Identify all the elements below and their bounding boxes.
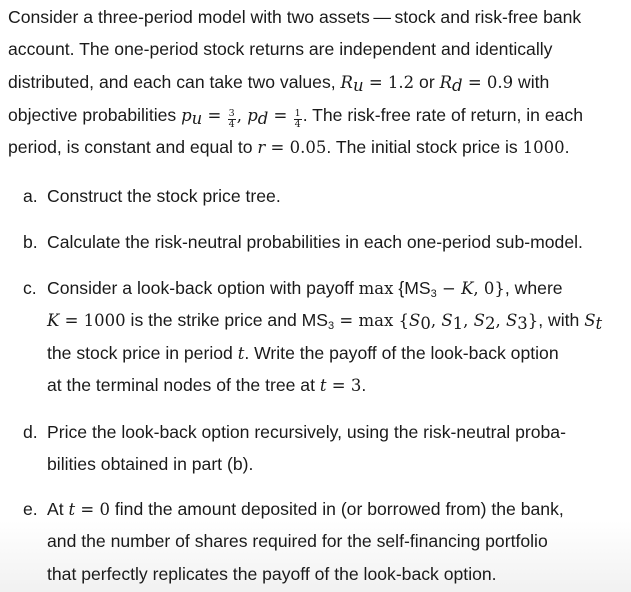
item-label: e. xyxy=(23,499,38,519)
item-text: At xyxy=(47,499,69,519)
item-text: . xyxy=(361,375,367,395)
math-value: = 1.2 xyxy=(363,73,415,92)
math-operator: , xyxy=(463,311,474,330)
item-e-line-3 xyxy=(47,563,497,585)
item-d-label xyxy=(23,421,38,443)
math-symbol: S xyxy=(441,311,453,330)
math-subscript: u xyxy=(191,109,203,128)
intro-text: with xyxy=(513,72,550,92)
math-symbol: p xyxy=(247,106,258,125)
item-text: bilities obtained in part (b). xyxy=(47,454,254,474)
fraction-denominator: 4 xyxy=(228,119,235,130)
math-subscript: 0 xyxy=(420,314,431,333)
math-symbol: S xyxy=(505,311,518,330)
fraction xyxy=(294,109,302,130)
item-text: Construct the stock price tree. xyxy=(47,186,281,206)
math-symbol: t xyxy=(319,376,327,395)
math-symbol: S xyxy=(409,311,421,330)
fraction-numerator: 1 xyxy=(294,108,301,119)
math-subscript: 3 xyxy=(328,320,335,332)
intro-line-4 xyxy=(8,104,583,130)
intro-text: objective probabilities xyxy=(8,105,182,125)
math-operator: = max { xyxy=(334,311,410,330)
math-subscript: 3 xyxy=(430,288,437,300)
math-subscript: 2 xyxy=(484,314,496,333)
math-value: = 3 xyxy=(326,376,362,395)
intro-text: . xyxy=(564,137,570,157)
item-text: is the strike price and MS xyxy=(125,310,329,330)
intro-line-2 xyxy=(8,38,552,60)
item-c-label xyxy=(23,277,37,299)
math-symbol: K xyxy=(47,311,60,330)
math-symbol: R xyxy=(439,73,453,92)
item-d-line-2 xyxy=(47,453,253,475)
item-c-line-1 xyxy=(47,277,563,300)
fraction-denominator: 4 xyxy=(294,119,301,130)
intro-text: . The risk-free rate of return, in each xyxy=(302,105,584,125)
item-c-line-4 xyxy=(47,374,366,397)
math-value: , 0} xyxy=(473,279,505,298)
intro-text: period, is constant and equal to xyxy=(8,137,258,157)
intro-text: or xyxy=(414,72,440,92)
math-operator: , xyxy=(495,311,506,330)
math-value: 1000 xyxy=(522,138,565,157)
math-symbol: p xyxy=(181,106,192,125)
item-text: at the terminal nodes of the tree at xyxy=(47,375,320,395)
intro-text: . The initial stock price is xyxy=(326,137,523,157)
math-symbol: r xyxy=(257,138,266,157)
math-operator: , xyxy=(430,311,442,330)
item-text: , with xyxy=(538,310,585,330)
math-value: = 0 xyxy=(75,500,110,519)
intro-line-1 xyxy=(8,6,581,28)
item-d-line-1 xyxy=(47,421,566,443)
math-value: = 0.9 xyxy=(462,73,514,92)
item-label: b. xyxy=(23,232,38,252)
math-subscript: u xyxy=(352,76,364,95)
math-value: = 0.05 xyxy=(265,138,327,157)
item-text: Calculate the risk-neutral probabilities in each one-period sub-model. xyxy=(47,232,583,252)
math-subscript: 3 xyxy=(517,314,528,333)
item-b-label xyxy=(23,231,38,253)
math-operator: − xyxy=(436,279,462,298)
item-text: the stock price in period xyxy=(47,343,238,363)
fraction-numerator: 3 xyxy=(228,108,235,119)
math-subscript: t xyxy=(595,314,603,333)
item-a-label xyxy=(23,185,38,207)
item-text: that perfectly replicates the payoff of the look-back option. xyxy=(47,564,497,584)
math-symbol: t xyxy=(237,344,245,363)
math-symbol: S xyxy=(473,311,485,330)
intro-line-3 xyxy=(8,71,549,94)
item-text: Price the look-back option recursively, using the risk-neutral proba- xyxy=(47,422,566,442)
intro-text: Consider a three-period model with two assets — stock and risk-free bank xyxy=(8,7,582,27)
math-subscript: 1 xyxy=(452,314,464,333)
item-text: , where xyxy=(504,278,563,298)
intro-text: distributed, and each can take two values, xyxy=(8,72,341,92)
math-value: {MS xyxy=(393,278,431,298)
item-e-line-1 xyxy=(47,498,564,521)
math-symbol: R xyxy=(340,73,353,92)
math-symbol: t xyxy=(68,500,76,519)
item-e-label xyxy=(23,498,38,520)
math-operator: , xyxy=(236,106,248,125)
math-operator: } xyxy=(527,311,539,330)
math-value: = 1000 xyxy=(59,311,126,330)
intro-line-5 xyxy=(8,136,569,159)
item-b-line-1 xyxy=(47,231,583,253)
item-label: a. xyxy=(23,186,38,206)
math-symbol: K xyxy=(461,279,474,298)
item-text: find the amount deposited in (or borrowed from) the bank, xyxy=(109,499,564,519)
math-subscript: d xyxy=(452,76,463,95)
intro-text: account. The one-period stock returns are independent and identically xyxy=(8,39,553,59)
math-symbol: S xyxy=(584,311,596,330)
item-a-line-1 xyxy=(47,185,281,207)
item-text: and the number of shares required for the self-financing portfolio xyxy=(47,531,548,551)
fraction xyxy=(228,109,236,130)
item-text: Consider a look-back option with payoff xyxy=(47,278,359,298)
item-c-line-2 xyxy=(47,309,602,332)
math-operator: = xyxy=(202,106,227,125)
math-operator: = xyxy=(268,106,293,125)
item-c-line-3 xyxy=(47,342,559,365)
item-e-line-2 xyxy=(47,530,548,552)
item-label: c. xyxy=(23,278,37,298)
math-operator: max xyxy=(358,279,394,298)
math-subscript: d xyxy=(257,109,269,128)
item-text: . Write the payoff of the look-back option xyxy=(244,343,559,363)
item-label: d. xyxy=(23,422,38,442)
